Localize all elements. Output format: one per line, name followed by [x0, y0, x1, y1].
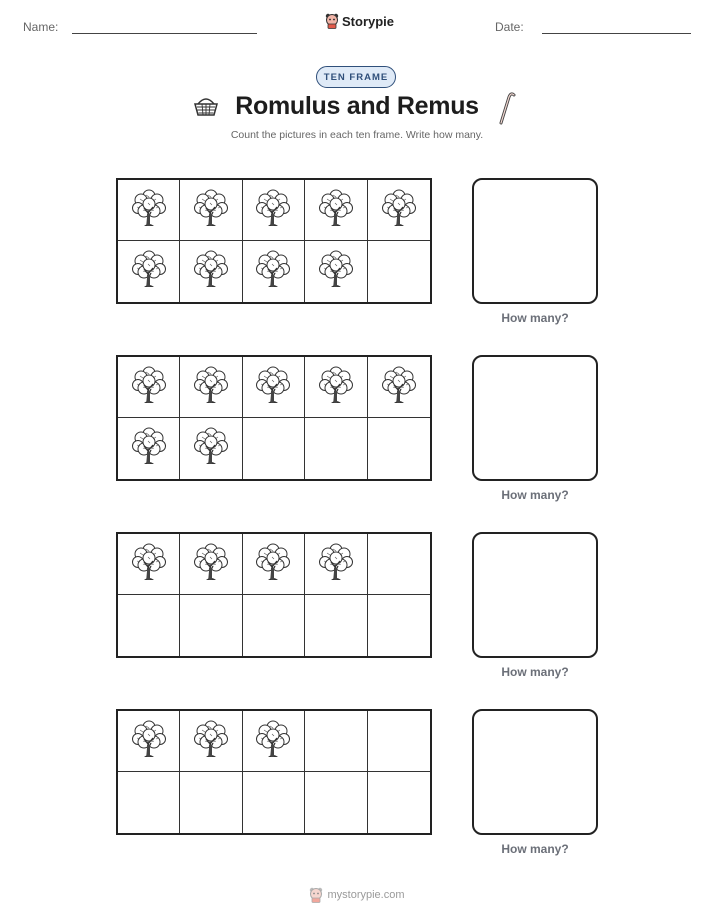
ten-frame-cell [243, 418, 305, 479]
ten-frame-cell [180, 241, 242, 302]
tree-icon [380, 364, 418, 411]
ten-frame-cell [118, 418, 180, 479]
ten-frame-cell [118, 772, 180, 833]
ten-frame [116, 355, 432, 481]
name-line[interactable] [72, 33, 257, 34]
ten-frame-cell [243, 711, 305, 772]
tree-icon [192, 425, 230, 472]
mascot-icon [309, 887, 323, 903]
tree-icon [254, 541, 292, 588]
answer-box[interactable] [472, 532, 598, 658]
ten-frame-cell [243, 357, 305, 418]
ten-frame-cell [243, 180, 305, 241]
ten-frame-cell [180, 711, 242, 772]
ten-frame-cell [368, 534, 430, 595]
ten-frame-cell [368, 772, 430, 833]
ten-frame-cell [180, 180, 242, 241]
how-many-label: How many? [501, 311, 569, 325]
ten-frame [116, 178, 432, 304]
tree-icon [130, 541, 168, 588]
tree-icon [192, 364, 230, 411]
ten-frame-cell [180, 418, 242, 479]
tree-icon [380, 187, 418, 234]
how-many-label: How many? [501, 665, 569, 679]
tree-icon [130, 718, 168, 765]
ten-frame-cell [368, 241, 430, 302]
date-label: Date: [495, 20, 524, 34]
ten-frame-cell [368, 711, 430, 772]
tree-icon [192, 187, 230, 234]
tree-icon [192, 718, 230, 765]
ten-frame [116, 709, 432, 835]
tree-icon [192, 541, 230, 588]
brand-name: Storypie [342, 13, 395, 29]
ten-frame-cell [305, 357, 367, 418]
ten-frame-cell [305, 711, 367, 772]
tree-icon [130, 364, 168, 411]
tree-icon [254, 718, 292, 765]
page-title: Romulus and Remus [235, 92, 479, 120]
ten-frame-cell [368, 180, 430, 241]
footer-url[interactable]: mystorypie.com [327, 889, 405, 901]
answer-box[interactable] [472, 709, 598, 835]
tree-icon [317, 541, 355, 588]
tree-icon [254, 248, 292, 295]
ten-frame-cell [118, 534, 180, 595]
ten-frame-cell [305, 180, 367, 241]
ten-frame-cell [243, 772, 305, 833]
ten-frame-cell [305, 534, 367, 595]
ten-frame-cell [305, 595, 367, 656]
ten-frame-cell [305, 772, 367, 833]
answer-box[interactable] [472, 355, 598, 481]
date-line[interactable] [542, 33, 691, 34]
brand-logo [325, 13, 394, 29]
tree-icon [192, 248, 230, 295]
tree-icon [317, 187, 355, 234]
ten-frame-cell [118, 357, 180, 418]
footer [0, 887, 714, 903]
ten-frame-cell [180, 595, 242, 656]
ten-frame-cell [118, 241, 180, 302]
answer-box[interactable] [472, 178, 598, 304]
ten-frame [116, 532, 432, 658]
how-many-label: How many? [501, 488, 569, 502]
tree-icon [254, 187, 292, 234]
instructions: Count the pictures in each ten frame. Write how many. [230, 129, 484, 141]
ten-frame-cell [118, 711, 180, 772]
tree-icon [254, 364, 292, 411]
ten-frame-cell [180, 357, 242, 418]
ten-frame-cell [118, 180, 180, 241]
ten-frame-cell [243, 241, 305, 302]
shepherd-staff-icon [496, 91, 516, 125]
mascot-icon [325, 13, 339, 29]
ten-frame-cell [368, 595, 430, 656]
ten-frame-cell [118, 595, 180, 656]
tree-icon [130, 425, 168, 472]
ten-frame-cell [243, 534, 305, 595]
tree-icon [130, 248, 168, 295]
tree-icon [130, 187, 168, 234]
tree-icon [317, 364, 355, 411]
ten-frame-badge: TEN FRAME [316, 66, 396, 88]
ten-frame-cell [180, 772, 242, 833]
tree-icon [317, 248, 355, 295]
ten-frame-cell [243, 595, 305, 656]
ten-frame-cell [305, 241, 367, 302]
how-many-label: How many? [501, 842, 569, 856]
ten-frame-cell [368, 357, 430, 418]
ten-frame-cell [180, 534, 242, 595]
name-label: Name: [23, 20, 59, 34]
ten-frame-cell [368, 418, 430, 479]
ten-frame-cell [305, 418, 367, 479]
